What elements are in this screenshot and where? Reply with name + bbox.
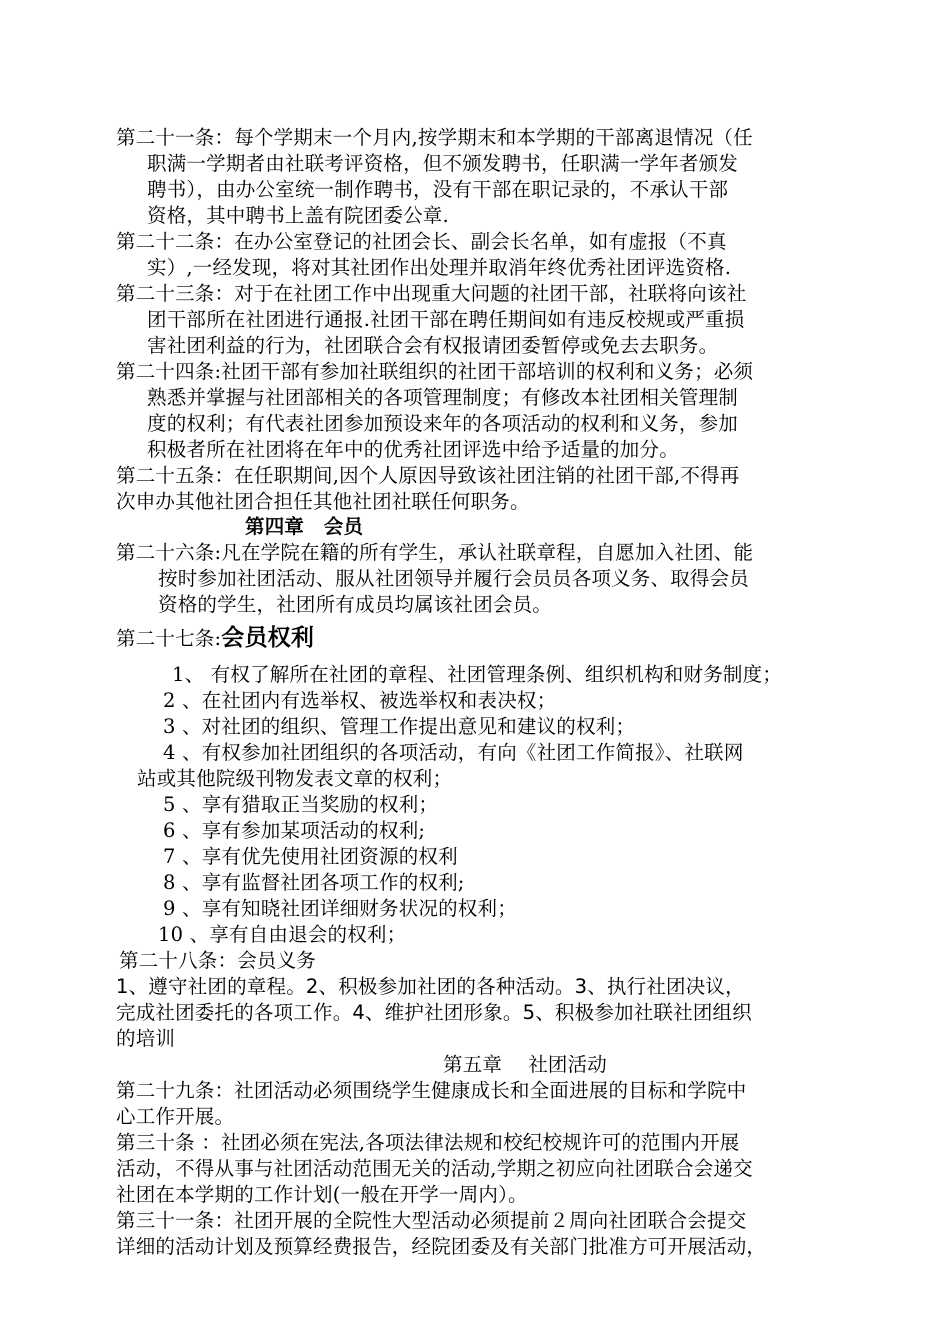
right-item-8: 8 、享有监督社团各项工作的权利; (163, 871, 465, 894)
article-30-line-2: 活动，不得从事与社团活动范围无关的活动,学期之初应向社团联合会递交 (116, 1157, 753, 1180)
right-item-10: 10 、享有自由退会的权利； (158, 923, 407, 946)
article-23-line-2: 团干部所在社团进行通报.社团干部在聘任期间如有违反校规或严重损 (147, 308, 745, 331)
right-item-3: 3 、对社团的组织、管理工作提出意见和建议的权利； (163, 715, 636, 738)
article-23-line-1: 第二十三条：对于在社团工作中出现重大问题的社团干部，社联将向该社 (116, 282, 747, 305)
right-item-4: 4 、有权参加社团组织的各项活动，有向《社团工作简报》、社联网 (163, 741, 744, 764)
article-31-line-1: 第三十一条：社团开展的全院性大型活动必须提前２周向社团联合会提交 (116, 1209, 747, 1232)
right-item-9: 9 、享有知晓社团详细财务状况的权利； (163, 897, 517, 920)
right-item-5: 5 、享有猎取正当奖励的权利； (163, 793, 439, 816)
article-30-line-1: 第三十条 ：社团必须在宪法,各项法律法规和校纪校规许可的范围内开展 (116, 1131, 740, 1154)
article-21-line-4: 资格，其中聘书上盖有院团委公章. (147, 204, 449, 227)
article-22-line-1: 第二十二条：在办公室登记的社团会长、副会长名单，如有虚报（不真 (116, 230, 727, 253)
article-22-line-2: 实）,一经发现，将对其社团作出处理并取消年终优秀社团评选资格. (147, 256, 732, 279)
article-26-line-1: 第二十六条:凡在学院在籍的所有学生，承认社联章程，自愿加入社团、能 (116, 541, 754, 564)
article-26-line-3: 资格的学生，社团所有成员均属该社团会员。 (158, 593, 553, 616)
right-item-2: 2 、在社团内有选举权、被选举权和表决权； (163, 689, 557, 712)
article-31-line-2: 详细的活动计划及预算经费报告，经院团委及有关部门批准方可开展活动， (116, 1235, 767, 1258)
article-27-prefix: 第二十七条: (116, 627, 222, 650)
chapter-4-heading: 第四章 会员 (245, 515, 364, 538)
article-24-line-4: 积极者所在社团将在年中的优秀社团评选中给予适量的加分。 (147, 438, 679, 461)
duties-line-1: 1、遵守社团的章程。2、积极参加社团的各种活动。3、执行社团决议， (116, 975, 745, 998)
article-21-line-3: 聘书），由办公室统一制作聘书，没有干部在职记录的，不承认干部 (147, 178, 729, 201)
article-24-line-1: 第二十四条:社团干部有参加社联组织的社团干部培训的权利和义务；必须 (116, 360, 754, 383)
article-27-title: 会员权利 (221, 625, 315, 651)
article-23-line-3: 害社团利益的行为，社团联合会有权报请团委暂停或免去去职务。 (147, 334, 719, 357)
article-25-line-2: 次申办其他社团合担任其他社团社联任何职务。 (116, 490, 530, 513)
chapter-5-heading: 第五章 社团活动 (443, 1053, 607, 1076)
article-26-line-2: 按时参加社团活动、服从社团领导并履行会员员各项义务、取得会员 (158, 567, 750, 590)
article-24-line-2: 熟悉并掌握与社团部相关的各项管理制度；有修改本社团相关管理制 (147, 386, 739, 409)
right-item-7: 7 、享有优先使用社团资源的权利 (163, 845, 458, 868)
article-29-line-2: 心工作开展。 (116, 1105, 235, 1128)
article-30-line-3: 社团在本学期的工作计划(一般在开学一周内）。 (116, 1183, 528, 1206)
right-item-6: 6 、享有参加某项活动的权利; (163, 819, 426, 842)
right-item-1: 1、 有权了解所在社团的章程、社团管理条例、组织机构和财务制度； (172, 663, 783, 686)
article-27-heading (116, 625, 314, 652)
article-24-line-3: 度的权利；有代表社团参加预设来年的各项活动的权利和义务，参加 (147, 412, 739, 435)
article-21-line-2: 职满一学期者由社联考评资格，但不颁发聘书，任职满一学年者颁发 (147, 152, 739, 175)
article-28-heading: 第二十八条：会员义务 (119, 949, 317, 972)
duties-line-2: 完成社团委托的各项工作。4、维护社团形象。5、积极参加社联社团组织 (116, 1001, 752, 1024)
article-29-line-1: 第二十九条：社团活动必须围绕学生健康成长和全面进展的目标和学院中 (116, 1079, 747, 1102)
duties-line-3: 的培训 (116, 1027, 176, 1050)
article-25-line-1: 第二十五条：在任职期间,因个人原因导致该社团注销的社团干部,不得再 (116, 464, 740, 487)
article-21-line-1: 第二十一条：每个学期末一个月内,按学期末和本学期的干部离退情况（任 (116, 126, 753, 149)
right-item-4-cont: 站或其他院级刊物发表文章的权利； (137, 767, 453, 790)
